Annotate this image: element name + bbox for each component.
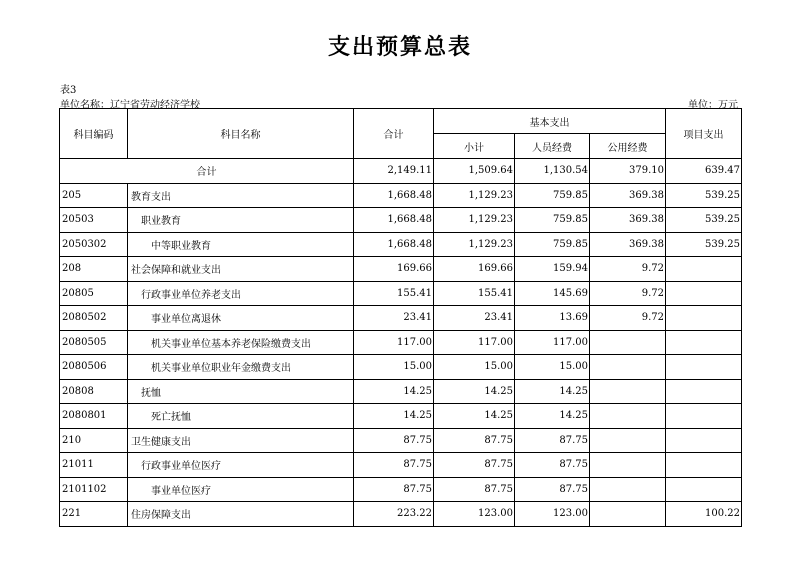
row-project (666, 257, 742, 282)
table-row (60, 281, 742, 306)
row-subtotal: 1,129.23 (434, 208, 515, 233)
row-code: 21011 (60, 453, 128, 478)
row-public: 369.38 (590, 183, 666, 208)
row-name: 事业单位医疗 (128, 477, 354, 502)
row-total: 1,668.48 (354, 232, 434, 257)
row-personnel: 13.69 (515, 306, 590, 331)
row-code: 2080801 (60, 404, 128, 429)
row-total: 14.25 (354, 404, 434, 429)
row-code: 20503 (60, 208, 128, 233)
table-row (60, 330, 742, 355)
header-name: 科目名称 (128, 109, 354, 159)
table-row (60, 502, 742, 527)
header-code: 科目编码 (60, 109, 128, 159)
row-total: 15.00 (354, 355, 434, 380)
table-row (60, 306, 742, 331)
row-subtotal: 117.00 (434, 330, 515, 355)
row-name: 死亡抚恤 (128, 404, 354, 429)
row-subtotal: 87.75 (434, 453, 515, 478)
budget-table (59, 108, 742, 527)
row-subtotal: 169.66 (434, 257, 515, 282)
row-personnel: 759.85 (515, 183, 590, 208)
row-code: 2101102 (60, 477, 128, 502)
row-public (590, 404, 666, 429)
unit-label: 单位：万元 (688, 100, 738, 111)
row-code: 2050302 (60, 232, 128, 257)
row-name: 职业教育 (128, 208, 354, 233)
row-personnel: 87.75 (515, 477, 590, 502)
row-name: 中等职业教育 (128, 232, 354, 257)
row-public (590, 428, 666, 453)
row-project (666, 330, 742, 355)
row-project (666, 306, 742, 331)
row-public: 9.72 (590, 257, 666, 282)
row-total: 117.00 (354, 330, 434, 355)
table-row (60, 453, 742, 478)
row-project: 539.25 (666, 232, 742, 257)
row-name: 卫生健康支出 (128, 428, 354, 453)
row-code: 2080506 (60, 355, 128, 380)
row-personnel: 123.00 (515, 502, 590, 527)
row-code: 210 (60, 428, 128, 453)
row-subtotal: 14.25 (434, 379, 515, 404)
row-total: 1,668.48 (354, 208, 434, 233)
row-total: 169.66 (354, 257, 434, 282)
row-total: 87.75 (354, 477, 434, 502)
row-code: 221 (60, 502, 128, 527)
row-code: 20805 (60, 281, 128, 306)
table-row (60, 208, 742, 233)
row-code: 2080505 (60, 330, 128, 355)
row-total: 14.25 (354, 379, 434, 404)
row-name: 机关事业单位职业年金缴费支出 (128, 355, 354, 380)
row-project (666, 379, 742, 404)
row-code: 205 (60, 183, 128, 208)
row-subtotal: 155.41 (434, 281, 515, 306)
table-row (60, 232, 742, 257)
row-total: 155.41 (354, 281, 434, 306)
sum-personnel: 1,130.54 (515, 159, 590, 184)
row-total: 87.75 (354, 453, 434, 478)
table-row (60, 379, 742, 404)
row-project: 539.25 (666, 208, 742, 233)
row-project (666, 477, 742, 502)
row-name: 社会保障和就业支出 (128, 257, 354, 282)
row-name: 住房保障支出 (128, 502, 354, 527)
row-project (666, 453, 742, 478)
row-total: 87.75 (354, 428, 434, 453)
sum-label: 合计 (60, 159, 354, 184)
sum-public: 379.10 (590, 159, 666, 184)
table-number: 表3 (60, 85, 77, 96)
row-personnel: 15.00 (515, 355, 590, 380)
row-project (666, 355, 742, 380)
sum-row (60, 159, 742, 184)
row-public (590, 355, 666, 380)
sum-project: 639.47 (666, 159, 742, 184)
row-subtotal: 123.00 (434, 502, 515, 527)
header-personnel: 人员经费 (515, 134, 590, 159)
row-code: 2080502 (60, 306, 128, 331)
row-personnel: 145.69 (515, 281, 590, 306)
row-subtotal: 14.25 (434, 404, 515, 429)
row-code: 208 (60, 257, 128, 282)
row-personnel: 87.75 (515, 453, 590, 478)
row-subtotal: 1,129.23 (434, 183, 515, 208)
row-project (666, 428, 742, 453)
header-subtotal: 小计 (434, 134, 515, 159)
row-name: 行政事业单位养老支出 (128, 281, 354, 306)
row-code: 20808 (60, 379, 128, 404)
table-row (60, 183, 742, 208)
row-project: 539.25 (666, 183, 742, 208)
row-personnel: 87.75 (515, 428, 590, 453)
row-project (666, 404, 742, 429)
unit-name: 单位名称：辽宁省劳动经济学校 (60, 100, 200, 111)
row-subtotal: 1,129.23 (434, 232, 515, 257)
row-name: 教育支出 (128, 183, 354, 208)
header-public: 公用经费 (590, 134, 666, 159)
row-public: 9.72 (590, 306, 666, 331)
row-personnel: 759.85 (515, 232, 590, 257)
table-row (60, 355, 742, 380)
page-title: 支出预算总表 (327, 35, 472, 60)
table-row (60, 428, 742, 453)
row-name: 机关事业单位基本养老保险缴费支出 (128, 330, 354, 355)
row-public (590, 453, 666, 478)
row-name: 事业单位离退休 (128, 306, 354, 331)
table-row (60, 257, 742, 282)
row-public (590, 477, 666, 502)
row-subtotal: 15.00 (434, 355, 515, 380)
sum-subtotal: 1,509.64 (434, 159, 515, 184)
row-public: 369.38 (590, 232, 666, 257)
header-total: 合计 (354, 109, 434, 159)
row-subtotal: 87.75 (434, 477, 515, 502)
table-row (60, 477, 742, 502)
row-personnel: 14.25 (515, 379, 590, 404)
row-name: 抚恤 (128, 379, 354, 404)
table-row (60, 404, 742, 429)
row-subtotal: 87.75 (434, 428, 515, 453)
row-public (590, 379, 666, 404)
header-basic: 基本支出 (434, 109, 666, 134)
row-public (590, 502, 666, 527)
row-project: 100.22 (666, 502, 742, 527)
header-project: 项目支出 (666, 109, 742, 159)
row-name: 行政事业单位医疗 (128, 453, 354, 478)
row-public (590, 330, 666, 355)
sum-total: 2,149.11 (354, 159, 434, 184)
row-personnel: 14.25 (515, 404, 590, 429)
row-public: 9.72 (590, 281, 666, 306)
row-project (666, 281, 742, 306)
row-personnel: 759.85 (515, 208, 590, 233)
row-public: 369.38 (590, 208, 666, 233)
row-subtotal: 23.41 (434, 306, 515, 331)
row-total: 1,668.48 (354, 183, 434, 208)
row-personnel: 117.00 (515, 330, 590, 355)
row-total: 223.22 (354, 502, 434, 527)
row-total: 23.41 (354, 306, 434, 331)
row-personnel: 159.94 (515, 257, 590, 282)
